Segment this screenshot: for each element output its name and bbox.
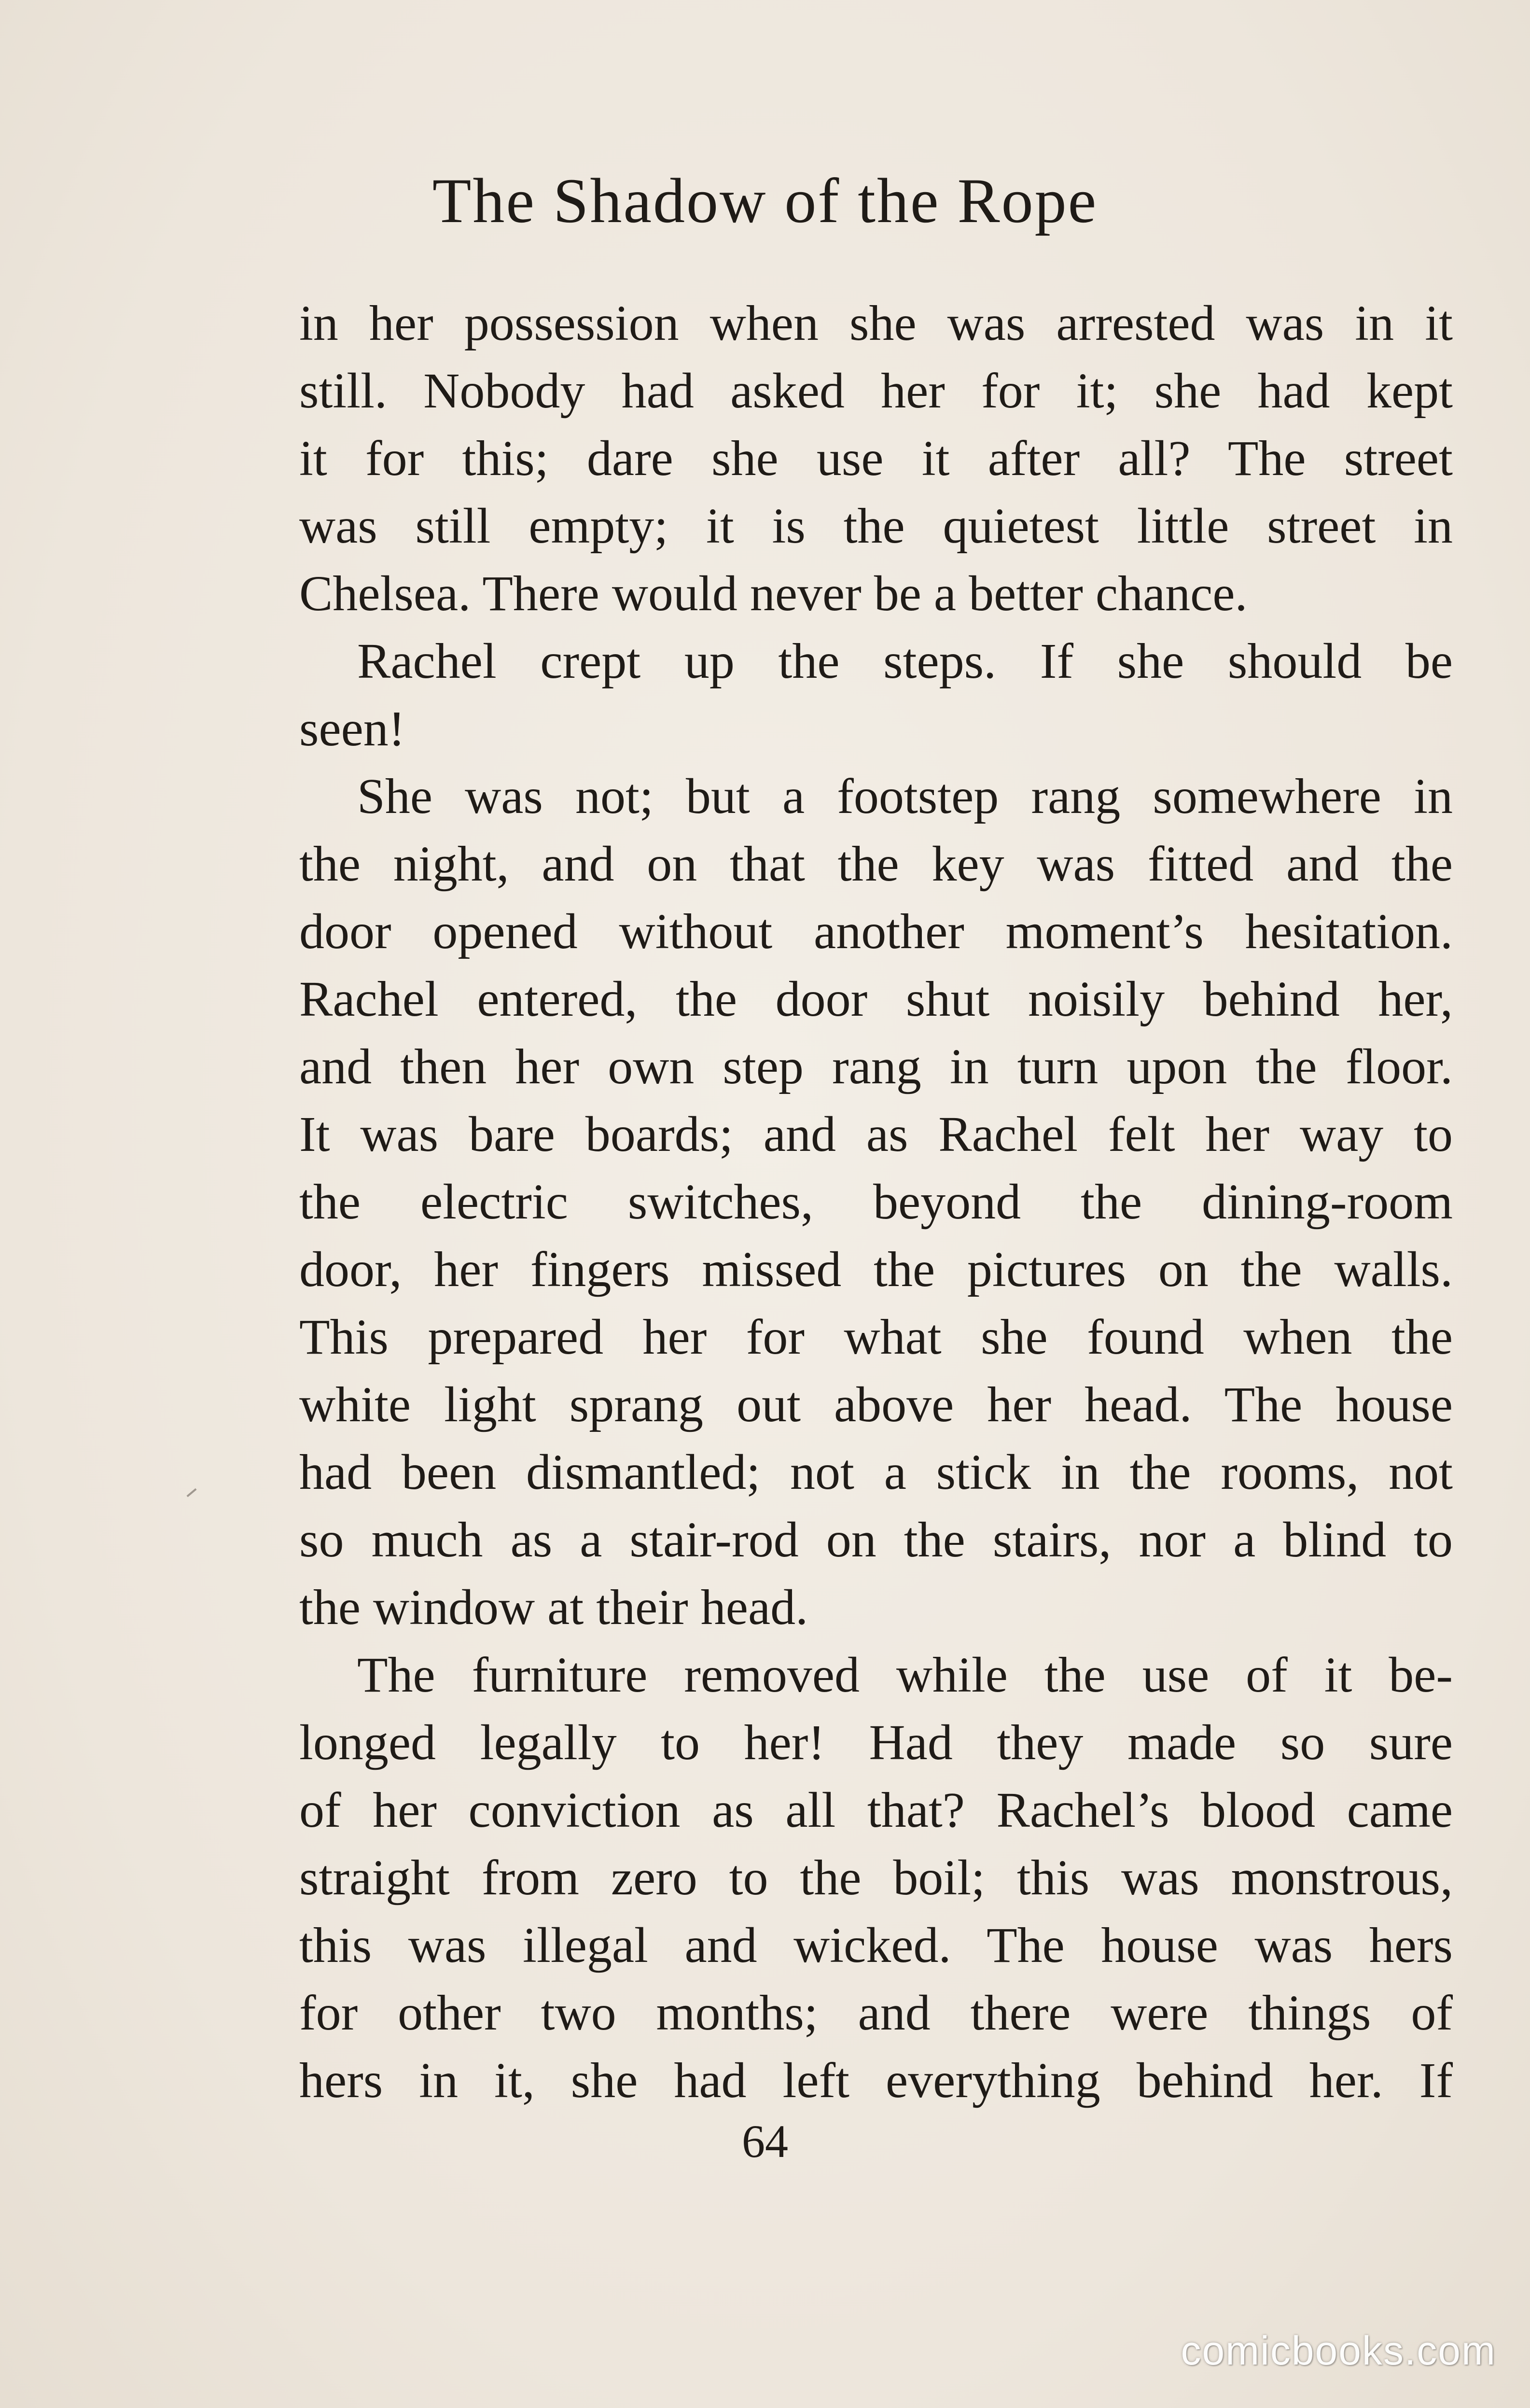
text-line: the electric switches, beyond the dining-room (299, 1174, 1453, 1230)
text-line: and then her own step rang in turn upon the floor. (299, 1039, 1453, 1094)
text-line: the window at their head. (299, 1580, 808, 1635)
running-head: The Shadow of the Rope (432, 165, 1098, 236)
text-line: Rachel entered, the door shut noisily behind her, (299, 971, 1453, 1027)
text-line: door, her fingers missed the pictures on the walls. (299, 1242, 1453, 1297)
text-line: longed legally to her! Had they made so sure (299, 1715, 1453, 1770)
text-line: Chelsea. There would never be a better chance. (299, 566, 1248, 621)
page-number: 64 (742, 2115, 788, 2167)
text-line: this was illegal and wicked. The house was hers (299, 1918, 1453, 1973)
text-line: It was bare boards; and as Rachel felt her way to (299, 1106, 1453, 1162)
watermark: comicbooks.com (1181, 2328, 1496, 2373)
text-line: door opened without another moment’s hesitation. (299, 904, 1453, 959)
text-line: This prepared her for what she found when the (299, 1309, 1453, 1365)
text-line: still. Nobody had asked her for it; she had kept (299, 363, 1453, 419)
text-line: seen! (299, 701, 405, 756)
text-line: the night, and on that the key was fitted and the (299, 836, 1453, 892)
text-line: straight from zero to the boil; this was monstrous, (299, 1850, 1453, 1905)
text-line: so much as a stair-rod on the stairs, nor a blind to (299, 1512, 1453, 1568)
text-line: in her possession when she was arrested was in it (299, 295, 1453, 351)
text-line: it for this; dare she use it after all? The street (299, 431, 1453, 486)
body-text (299, 290, 1453, 2114)
text-line: was still empty; it is the quietest little street in (299, 498, 1453, 554)
text-line: Rachel crept up the steps. If she should be (357, 633, 1453, 689)
text-line: The furniture removed while the use of it be- (357, 1647, 1453, 1703)
text-line: of her conviction as all that? Rachel’s blood came (299, 1782, 1453, 1838)
text-line: had been dismantled; not a stick in the rooms, not (299, 1444, 1453, 1500)
text-line: white light sprang out above her head. The house (299, 1377, 1453, 1432)
text-line: hers in it, she had left everything behind her. If (299, 2053, 1453, 2108)
stray-pen-mark (187, 1488, 197, 1497)
text-line: for other two months; and there were things of (299, 1985, 1453, 2041)
text-line: She was not; but a footstep rang somewhere in (357, 769, 1453, 824)
